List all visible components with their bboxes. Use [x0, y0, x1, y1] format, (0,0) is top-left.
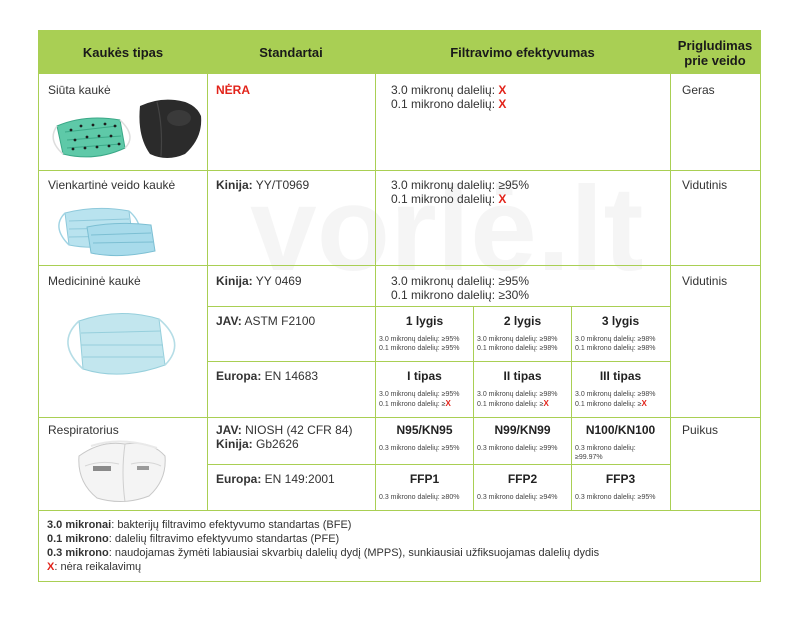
divider: [375, 31, 376, 510]
efficiency-line: 0.1 mikrono dalelių: X: [391, 192, 507, 206]
level-detail: 0.1 mikrono dalelių: ≥95%: [379, 345, 460, 352]
row-divider: [207, 306, 670, 307]
standard-europe: Europa: EN 14683: [216, 369, 319, 383]
type-name: II tipas: [503, 369, 542, 383]
type-detail: 3.0 mikronų dalelių: ≥98%: [477, 391, 558, 398]
legend: [47, 518, 599, 574]
efficiency-line: 3.0 mikronų dalelių: ≥95%: [391, 274, 529, 288]
header-fit: Prigludimas prie veido: [677, 37, 753, 68]
mask-type-medical: Medicininė kaukė: [48, 274, 141, 288]
type-detail: 3.0 mikronų dalelių: ≥95%: [379, 391, 460, 398]
level-name: 1 lygis: [405, 314, 444, 328]
disposable-mask-icon: [59, 208, 155, 255]
respirator-class: N100/KN100: [585, 423, 656, 437]
standard-europe: Europa: EN 149:2001: [216, 472, 335, 486]
respirator-class: N95/KN95: [396, 423, 453, 437]
row-divider: [39, 417, 760, 418]
fit-value: Vidutinis: [682, 178, 728, 192]
type-detail: 3.0 mikronų dalelių: ≥98%: [575, 391, 656, 398]
no-requirement-mark: X: [498, 192, 507, 206]
type-name: III tipas: [599, 369, 642, 383]
mask-comparison-table: [38, 30, 761, 582]
level-name: 2 lygis: [503, 314, 542, 328]
standard-usa: JAV: ASTM F2100: [216, 314, 316, 328]
respirator-detail: 0.3 mikrono dalelių: ≥95%: [379, 445, 460, 452]
level-detail: 0.1 mikrono dalelių: ≥98%: [477, 345, 558, 352]
standard-china: Kinija: YY 0469: [216, 274, 302, 288]
no-requirement-mark: X: [498, 97, 507, 111]
medical-mask-image: [49, 299, 189, 389]
row-divider: [207, 464, 670, 465]
legend-item: X: nėra reikalavimų: [47, 561, 142, 573]
legend-item: 3.0 mikronai: bakterijų filtravimo efektyvumo standartas (BFE): [47, 519, 352, 531]
respirator-image: [71, 436, 171, 506]
ffp-class: FFP1: [409, 472, 440, 486]
type-name: I tipas: [407, 369, 442, 383]
legend-item: 0.1 mikrono: dalelių filtravimo efektyvumo standartas (PFE): [47, 533, 340, 545]
ffp-detail: 0.3 mikrono dalelių: ≥80%: [379, 494, 460, 501]
row-divider: [207, 361, 670, 362]
ffp-class: FFP2: [507, 472, 538, 486]
fit-value: Puikus: [682, 423, 719, 437]
efficiency-line: 0.1 mikrono dalelių: X: [391, 97, 507, 111]
type-detail: 0.1 mikrono dalelių: ≥X: [379, 399, 451, 408]
level-detail: 3.0 mikronų dalelių: ≥98%: [477, 336, 558, 343]
fit-value: Geras: [682, 83, 715, 97]
efficiency-line: 3.0 mikronų dalelių: X: [391, 83, 507, 97]
level-detail: 3.0 mikronų dalelių: ≥95%: [379, 336, 460, 343]
type-detail: 0.1 mikrono dalelių: ≥X: [575, 399, 647, 408]
row-divider: [39, 510, 760, 511]
legend-item: 0.3 mikrono: naudojamas žymėti labiausiai skvarbių dalelių dydį (MPPS), sunkiausiai užfiksuojamas dalelių dydis: [47, 547, 600, 559]
mask-type-disposable: Vienkartinė veido kaukė: [48, 178, 176, 192]
cloth-mask-image: [45, 96, 205, 168]
header-standards: Standartai: [259, 45, 323, 60]
row-divider: [39, 265, 760, 266]
header-filtration: Filtravimo efektyvumas: [450, 45, 595, 60]
fit-value: Vidutinis: [682, 274, 728, 288]
level-name: 3 lygis: [601, 314, 640, 328]
divider: [670, 31, 671, 510]
black-cloth-mask-icon: [139, 100, 201, 158]
disposable-mask-image: [47, 201, 167, 259]
type-detail: 0.1 mikrono dalelių: ≥X: [477, 399, 549, 408]
no-requirement-mark: X: [498, 83, 507, 97]
efficiency-line: 0.1 mikrono dalelių: ≥30%: [391, 288, 529, 302]
ffp-class: FFP3: [605, 472, 636, 486]
green-cloth-mask-icon: [53, 118, 130, 157]
respirator-class: N99/KN99: [494, 423, 551, 437]
level-detail: 3.0 mikronų dalelių: ≥98%: [575, 336, 656, 343]
header-mask-type: Kaukės tipas: [82, 45, 164, 60]
divider: [207, 31, 208, 510]
standard-china: Kinija: YY/T0969: [216, 178, 310, 192]
level-detail: 0.1 mikrono dalelių: ≥98%: [575, 345, 656, 352]
respirator-detail: 0.3 mikrono dalelių:: [575, 445, 636, 452]
medical-mask-icon: [68, 313, 175, 374]
mask-type-respirator: Respiratorius: [48, 423, 119, 437]
respirator-mask-icon: [79, 441, 165, 502]
ffp-detail: 0.3 mikrono dalelių: ≥95%: [575, 494, 656, 501]
row-divider: [39, 170, 760, 171]
respirator-detail: 0.3 mikrono dalelių: ≥99%: [477, 445, 558, 452]
standard-none: NĖRA: [216, 83, 251, 97]
ffp-detail: 0.3 mikrono dalelių: ≥94%: [477, 494, 558, 501]
efficiency-line: 3.0 mikronų dalelių: ≥95%: [391, 178, 529, 192]
respirator-detail: ≥99.97%: [575, 454, 603, 461]
standard-usa: JAV: NIOSH (42 CFR 84): [216, 423, 353, 437]
standard-china: Kinija: Gb2626: [216, 437, 299, 451]
mask-type-cloth: Siūta kaukė: [48, 83, 111, 97]
